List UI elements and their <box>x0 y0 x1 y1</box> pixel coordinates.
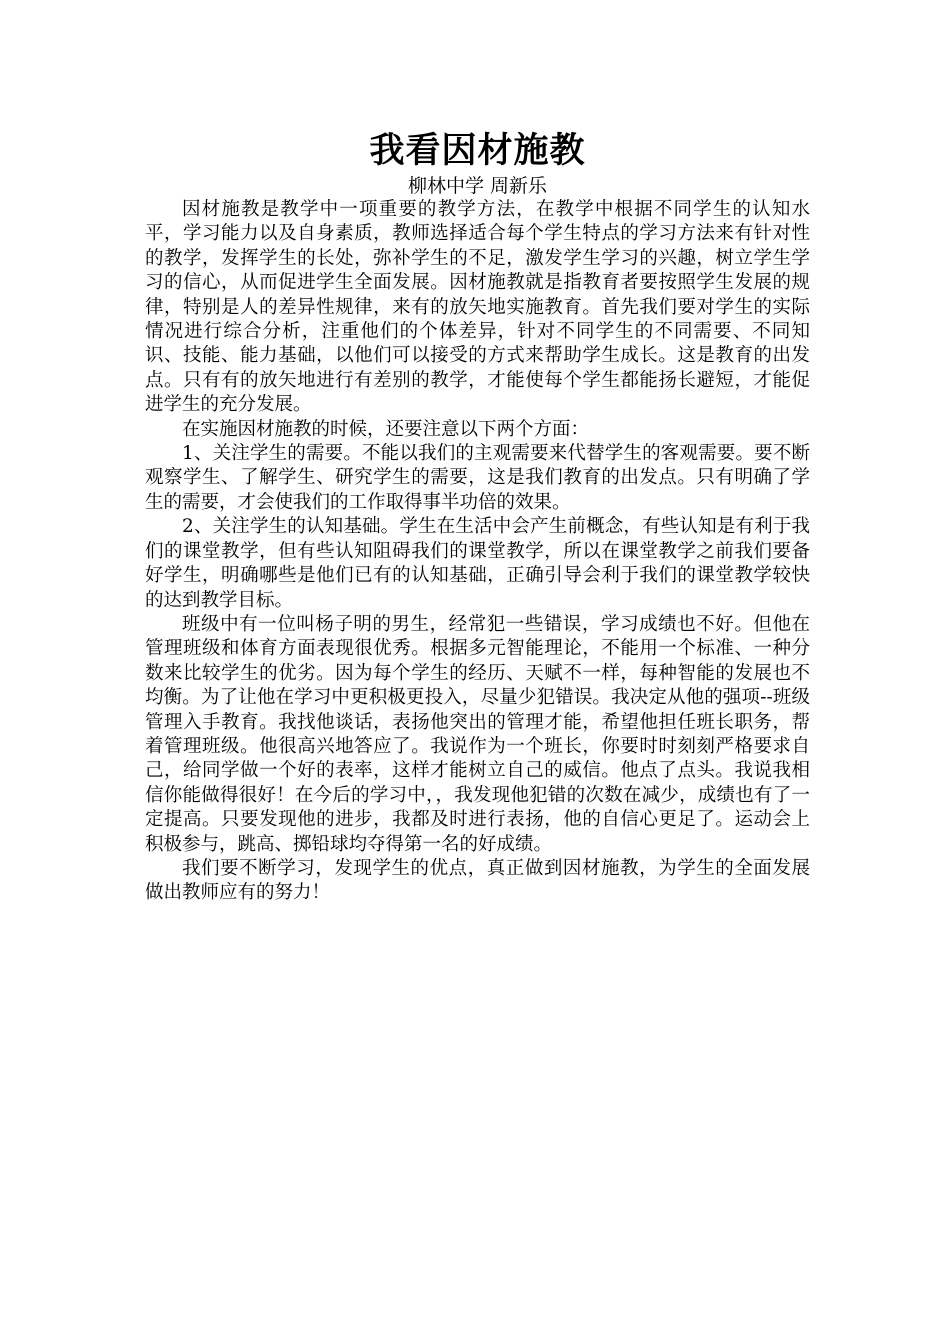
paragraph-aspects-lead: 在实施因材施教的时候，还要注意以下两个方面： <box>182 418 590 440</box>
paragraph-case-study: 班级中有一位叫杨子明的男生，经常犯一些错误，学习成绩也不好。但他在管理班级和体育方面表现很优秀。根据多元智能理论，不能用一个标准、一种分数来比较学生的优劣。因为每个学生的经历、天赋不一样，每种智能的发展也不均衡。为了让他在学习中更积极更投入，尽量少犯错误。我决定从他的强项--班级管理入手教育。我找他谈话，表扬他突出的管理才能，希望他担任班长职务，帮着管理班级。他很高兴地答应了。我说作为一个班长，你要时时刻刻严格要求自己，给同学做一个好的表率，这样才能树立自己的威信。他点了点头。我说我相信你能做得很好！在今后的学习中，，我发现他犯错的次数在减少，成绩也有了一定提高。只要发现他的进步，我都及时进行表扬，他的自信心更足了。运动会上积极参与，跳高、掷铅球均夺得第一名的好成绩。 <box>145 613 810 855</box>
paragraph-intro: 因材施教是教学中一项重要的教学方法，在教学中根据不同学生的认知水平，学习能力以及自身素质，教师选择适合每个学生特点的学习方法来有针对性的教学，发挥学生的长处，弥补学生的不足，激发学生学习的兴趣，树立学生学习的信心，从而促进学生全面发展。因材施教就是指教育者要按照学生发展的规律，特别是人的差异性规律，来有的放矢地实施教育。首先我们要对学生的实际情况进行综合分析，注重他们的个体差异，针对不同学生的不同需要、不同知识、技能、能力基础，以他们可以接受的方式来帮助学生成长。这是教育的出发点。只有有的放矢地进行有差别的教学，才能使每个学生都能扬长避短，才能促进学生的充分发展。 <box>145 199 810 416</box>
document-page <box>145 128 810 906</box>
paragraph-point-1: 1、关注学生的需要。不能以我们的主观需要来代替学生的客观需要。要不断观察学生、了解学生、研究学生的需要，这是我们教育的出发点。只有明确了学生的需要，才会使我们的工作取得事半功倍的效果。 <box>145 443 810 513</box>
paragraph-point-2: 2、关注学生的认知基础。学生在生活中会产生前概念，有些认知是有利于我们的课堂教学，但有些认知阻碍我们的课堂教学，所以在课堂教学之前我们要备好学生，明确哪些是他们已有的认知基础，正确引导会利于我们的课堂教学较快的达到教学目标。 <box>145 516 810 611</box>
document-title: 我看因材施教 <box>369 130 586 171</box>
paragraph-conclusion: 我们要不断学习，发现学生的优点，真正做到因材施教，为学生的全面发展做出教师应有的努力！ <box>145 857 810 904</box>
document-author: 柳林中学 周新乐 <box>407 175 548 197</box>
